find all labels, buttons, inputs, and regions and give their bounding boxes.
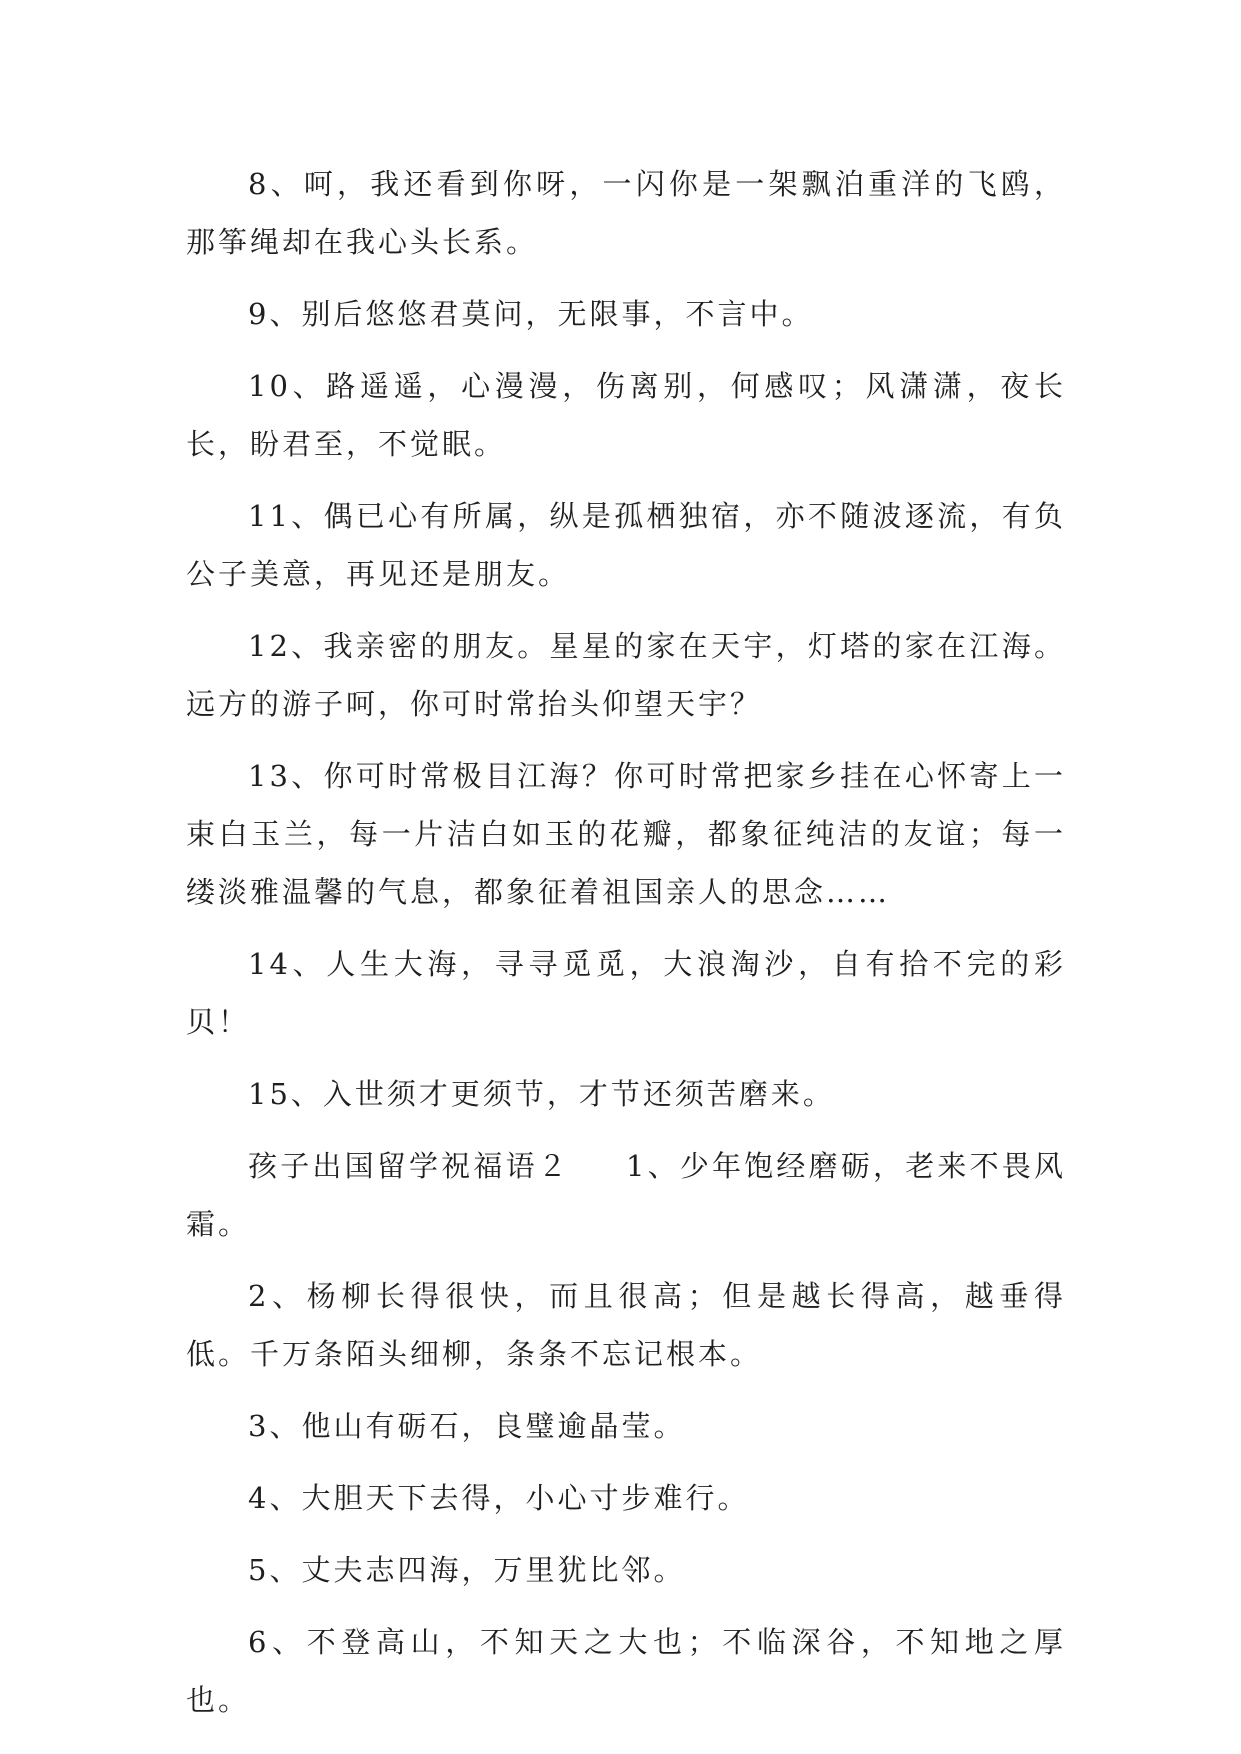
section-title: 孩子出国留学祝福语２ bbox=[248, 1149, 570, 1183]
paragraph-11: 11、偶已心有所属，纵是孤栖独宿，亦不随波逐流，有负公子美意，再见还是朋友。 bbox=[186, 499, 1066, 591]
paragraph-4: 4、大胆天下去得，小心寸步难行。 bbox=[248, 1481, 750, 1515]
paragraph-10: 10、路遥遥，心漫漫，伤离别，何感叹；风潇潇，夜长长，盼君至，不觉眠。 bbox=[186, 369, 1066, 461]
paragraph-14: 14、人生大海，寻寻觅觅，大浪淘沙，自有拾不完的彩贝！ bbox=[186, 947, 1066, 1039]
paragraph-6: 6、不登高山，不知天之大也；不临深谷，不知地之厚也。 bbox=[186, 1625, 1066, 1717]
paragraph-5: 5、丈夫志四海，万里犹比邻。 bbox=[248, 1553, 686, 1587]
paragraph-13: 13、你可时常极目江海？你可时常把家乡挂在心怀寄上一束白玉兰，每一片洁白如玉的花瓣，都象征纯洁的友谊；每一缕淡雅温馨的气息，都象征着祖国亲人的思念…… bbox=[186, 759, 1066, 909]
section-first-item: 1、少年饱经磨砺，老来不畏风霜。 bbox=[186, 1149, 1066, 1241]
paragraph-9: 9、别后悠悠君莫问，无限事，不言中。 bbox=[248, 297, 814, 331]
section-paragraph bbox=[186, 1137, 1066, 1253]
paragraph-15: 15、入世须才更须节，才节还须苦磨来。 bbox=[248, 1077, 835, 1111]
paragraph-3: 3、他山有砺石，良璧逾晶莹。 bbox=[248, 1409, 686, 1443]
document-body bbox=[186, 155, 1066, 1729]
paragraph-8: 8、呵，我还看到你呀，一闪你是一架飘泊重洋的飞鸥，那筝绳却在我心头长系。 bbox=[186, 167, 1066, 259]
paragraph-12: 12、我亲密的朋友。星星的家在天宇，灯塔的家在江海。远方的游子呵，你可时常抬头仰望天宇？ bbox=[186, 629, 1066, 721]
paragraph-2: 2、杨柳长得很快，而且很高；但是越长得高，越垂得低。千万条陌头细柳，条条不忘记根本。 bbox=[186, 1279, 1066, 1371]
